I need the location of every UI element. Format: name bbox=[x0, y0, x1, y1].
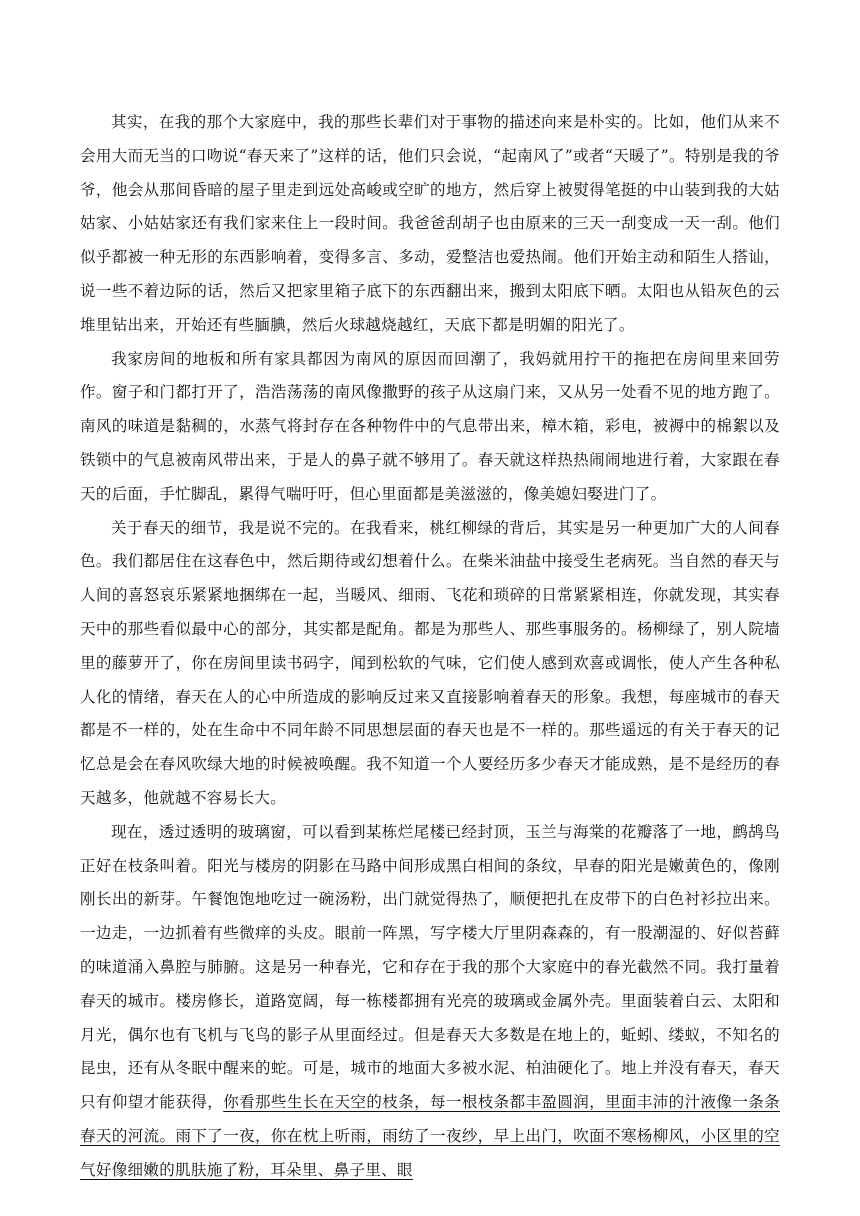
paragraph-2: 我家房间的地板和所有家具都因为南风的原因而回潮了，我妈就用拧干的拖把在房间里来回劳作。窗子和门都打开了，浩浩荡荡的南风像撒野的孩子从这扇门来，又从另一处看不见的地方跑了。南风的味道是黏稠的，水蒸气将封存在各种物件中的气息带出来，樟木箱，彩电，被褥中的棉絮以及铁锁中的气息被南风带出来，于是人的鼻子就不够用了。春天就这样热热闹闹地进行着，大家跟在春天的后面，手忙脚乱，累得气喘吁吁，但心里面都是美滋滋的，像美媳妇娶进门了。 bbox=[80, 349, 780, 503]
paragraph-1: 其实，在我的那个大家庭中，我的那些长辈们对于事物的描述向来是朴实的。比如，他们从来不会用大而无当的口吻说“春天来了”这样的话，他们只会说，“起南风了”或者“天暖了”。特别是我的爷爷，他会从那间昏暗的屋子里走到远处高峻或空旷的地方，然后穿上被熨得笔挺的中山装到我的大姑姑家、小姑姑家还有我们家来住上一段时间。我爸爸刮胡子也由原来的三天一刮变成一天一刮。他们似乎都被一种无形的东西影响着，变得多言、多动，爱整洁也爱热闹。他们开始主动和陌生人搭讪，说一些不着边际的话，然后又把家里箱子底下的东西翻出来，搬到太阳底下晒。太阳也从铅灰色的云堆里钻出来，开始还有些腼腆，然后火球越烧越红，天底下都是明媚的阳光了。 bbox=[80, 113, 780, 334]
paragraph-4-text: 现在，透过透明的玻璃窗，可以看到某栋烂尾楼已经封顶，玉兰与海棠的花瓣落了一地，鹧鸪鸟正好在枝条叫着。阳光与楼房的阴影在马路中间形成黑白相间的条纹，早春的阳光是嫩黄色的，像刚刚长出的新芽。午餐饱饱地吃过一碗汤粉，出门就觉得热了，顺便把扎在皮带下的白色衬衫拉出来。一边走，一边抓着有些微痒的头皮。眼前一阵黑，写字楼大厅里阴森森的，有一股潮湿的、好似苔藓的味道涌入鼻腔与肺腑。这是另一种春光，它和存在于我的那个大家庭中的春光截然不同。我打量着春天的城市。楼房修长，道路宽阔，每一栋楼都拥有光亮的玻璃或金属外壳。里面装着白云、太阳和月光，偶尔也有飞机与飞鸟的影子从里面经过。但是春天大多数是在地上的，蚯蚓、缕蚁，不知名的昆虫，还有从冬眠中醒来的蛇。可是，城市的地面大多被水泥、柏油硬化了。地上并没有春天，春天只有仰望才能获得， bbox=[80, 822, 780, 1112]
paragraph-4 bbox=[80, 816, 780, 1188]
paragraph-3: 关于春天的细节，我是说不完的。在我看来，桃红柳绿的背后，其实是另一种更加广大的人间春色。我们都居住在这春色中，然后期待或幻想着什么。在柴米油盐中接受生老病死。当自然的春天与人间的喜怒哀乐紧紧地捆绑在一起，当暖风、细雨、飞花和琐碎的日常紧紧相连，你就发现，其实春天中的那些看似最中心的部分，其实都是配角。都是为那些人、那些事服务的。杨柳绿了，别人院墙里的藤萝开了，你在房间里读书码字，闻到松软的气味，它们使人感到欢喜或调怅，使人产生各种私人化的情绪，春天在人的心中所造成的影响反过来又直接影响着春天的形象。我想，每座城市的春天都是不一样的，处在生命中不同年龄不同思想层面的春天也是不一样的。那些遥远的有关于春天的记忆总是会在春风吹绿大地的时候被唤醒。我不知道一个人要经历多少春天才能成熟，是不是经历的春天越多，他就越不容易长大。 bbox=[80, 518, 780, 807]
article-body bbox=[80, 106, 780, 1188]
underlined-passage: 你看那些生长在天空的枝条，每一根枝条都丰盈圆润，里面丰沛的汁液像一条条春天的河流。雨下了一夜，你在枕上听雨，雨纺了一夜纱，早上出门，吹面不寒杨柳风，小区里的空气好像细嫩的肌肤施了粉，耳朵里、鼻子里、眼 bbox=[80, 1093, 780, 1179]
